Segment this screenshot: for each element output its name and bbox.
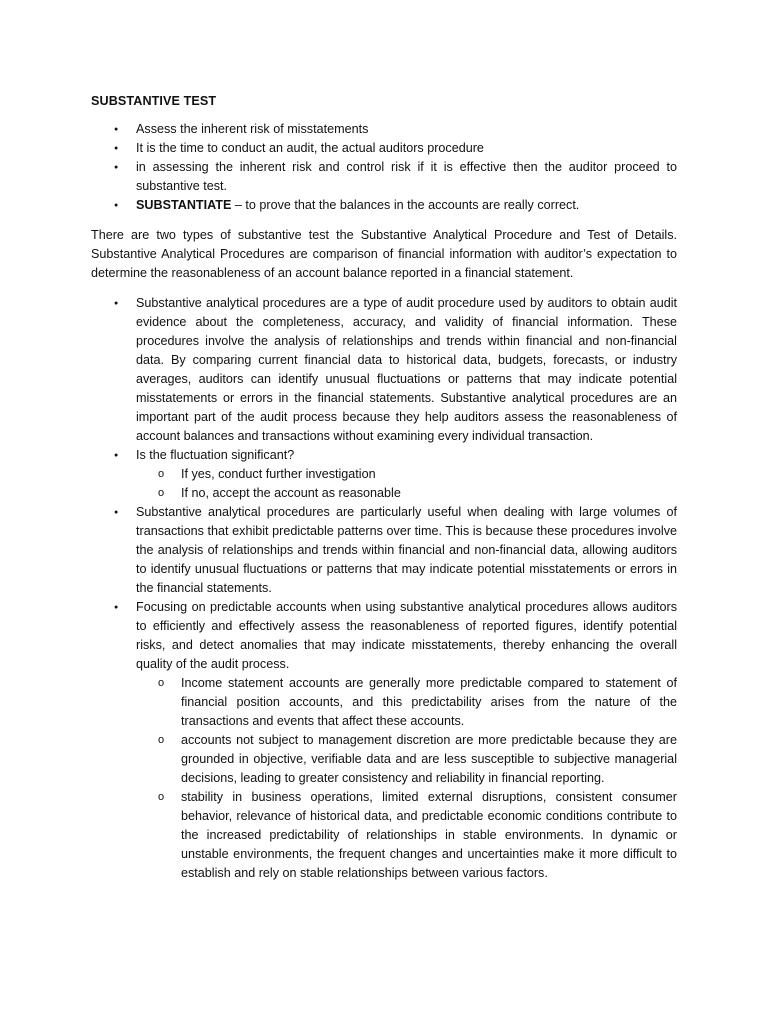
list-item-fluctuation xyxy=(91,446,677,503)
intro-paragraph: There are two types of substantive test the Substantive Analytical Procedure and Test of Details. Substantive Analytical Procedures are comparison of financial information with auditor’s expectation to determine the reasonableness of an account balance reported in a financial statement. xyxy=(91,228,677,280)
substantiate-term: SUBSTANTIATE xyxy=(136,198,232,212)
sub-list-item: o stability in business operations, limited external disruptions, consistent consumer behavior, relevance of historical data, and predictable economic conditions contribute to the increased predictability of relationships in stable environments. In dynamic or unstable environments, the frequent changes and uncertainties make it more difficult to establish and rely on stable relationships between various factors. xyxy=(136,788,677,883)
document-content xyxy=(91,92,677,883)
list-item-substantiate xyxy=(91,196,677,215)
fluctuation-question: ● Is the fluctuation significant? xyxy=(136,448,295,462)
list-item: ● It is the time to conduct an audit, the actual auditors procedure xyxy=(91,139,677,158)
list-item: ● Substantive analytical procedures are particularly useful when dealing with large volumes of transactions that exhibit predictable patterns over time. This is because these procedures involve the analysis of relationships and trends within financial and non-financial data, allowing auditors to identify unusual fluctuations or patterns that may indicate potential misstatements or errors in the financial statements. xyxy=(91,503,677,598)
sub-list-item: o Income statement accounts are generally more predictable compared to statement of financial position accounts, and this predictability arises from the nature of the transactions and events that affect these accounts. xyxy=(136,674,677,731)
list-item: ● in assessing the inherent risk and control risk if it is effective then the auditor proceed to substantive test. xyxy=(91,158,677,196)
intro-bullet-list xyxy=(91,120,677,215)
predictable-accounts-text: ● Focusing on predictable accounts when using substantive analytical procedures allows auditors to efficiently and effectively assess the reasonableness of reported figures, identify potential risks, and detect anomalies that may indicate misstatements, thereby enhancing the overall quality of the audit process. xyxy=(136,600,677,671)
list-item: ● Assess the inherent risk of misstatements xyxy=(91,120,677,139)
fluctuation-options xyxy=(136,465,677,503)
list-item-predictable xyxy=(91,598,677,883)
substantiate-definition: – to prove that the balances in the accounts are really correct. xyxy=(231,198,580,212)
procedures-bullet-list xyxy=(91,294,677,883)
predictable-points xyxy=(136,674,677,883)
sub-list-item: o accounts not subject to management discretion are more predictable because they are grounded in objective, verifiable data and are less susceptible to subjective managerial decisions, leading to greater consistency and reliability in financial reporting. xyxy=(136,731,677,788)
sub-list-item: o If no, accept the account as reasonable xyxy=(136,484,677,503)
sub-list-item: o If yes, conduct further investigation xyxy=(136,465,677,484)
list-item: ● Substantive analytical procedures are a type of audit procedure used by auditors to obtain audit evidence about the completeness, accuracy, and validity of financial information. These procedures involve the analysis of relationships and trends within financial and non-financial data. By comparing current financial data to historical data, budgets, forecasts, or industry averages, auditors can identify unusual fluctuations or patterns that may indicate potential misstatements or errors in the financial statements. Substantive analytical procedures are an important part of the audit process because they help auditors assess the reasonableness of account balances and transactions without examining every individual transaction. xyxy=(91,294,677,446)
document-title: SUBSTANTIVE TEST xyxy=(91,94,217,108)
